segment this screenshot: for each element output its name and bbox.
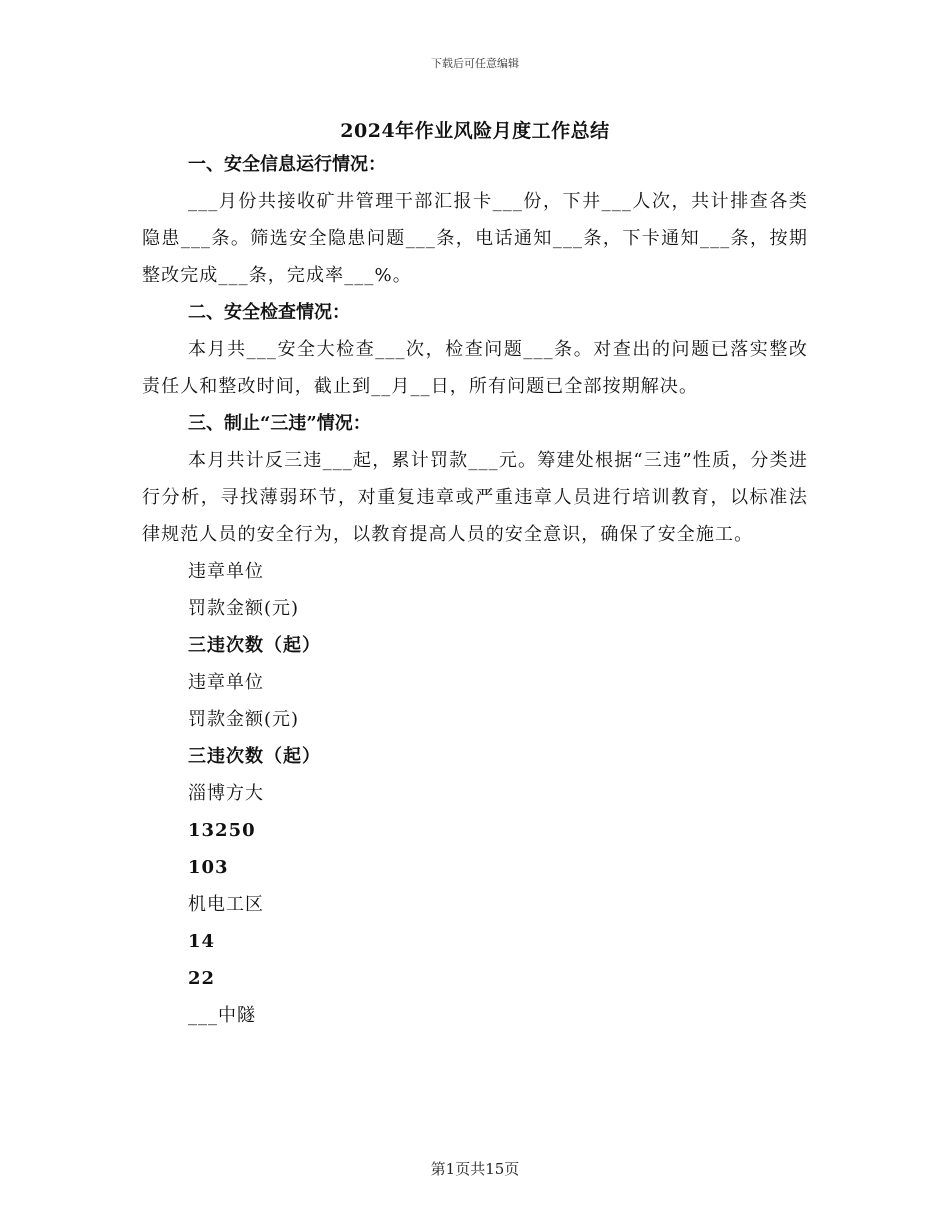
table-cell-unit: 淄博方大 <box>188 783 264 804</box>
table-cell-fine: 13250 <box>188 820 256 841</box>
section1-heading: 一、安全信息运行情况： <box>188 154 386 175</box>
section3-paragraph: 本月共计反三违___起，累计罚款___元。筹建处根据“三违”性质，分类进行分析，寻找薄弱环节，对重复违章或严重违章人员进行培训教育，以标准法律规范人员的安全行为，以教育提高人员的安全意识，确保了安全施工。 <box>142 450 808 545</box>
table-cell-unit-header: 违章单位 <box>188 561 264 582</box>
table-cell-count-header: 三违次数（起） <box>188 746 321 767</box>
table-cell-count: 103 <box>188 857 229 878</box>
table-cell-count-header: 三违次数（起） <box>188 635 321 656</box>
table-cell-unit-header: 违章单位 <box>188 672 264 693</box>
section2-heading: 二、安全检查情况： <box>188 302 350 323</box>
table-cell-fine: 14 <box>188 931 216 952</box>
section3-heading: 三、制止“三违”情况： <box>188 413 371 434</box>
document-title: 2024年作业风险月度工作总结 <box>340 120 610 142</box>
table-cell-fine-header: 罚款金额(元) <box>188 598 300 619</box>
page-footer: 第1页共15页 <box>430 1160 520 1178</box>
section2-paragraph: 本月共___安全大检查___次，检查问题___条。对查出的问题已落实整改责任人和整改时间，截止到__月__日，所有问题已全部按期解决。 <box>142 339 808 397</box>
section1-paragraph: ___月份共接收矿井管理干部汇报卡___份，下井___人次，共计排查各类隐患___条。筛选安全隐患问题___条，电话通知___条，下卡通知___条，按期整改完成___条，完成率___%。 <box>142 191 808 286</box>
table-cell-fine-header: 罚款金额(元) <box>188 709 300 730</box>
table-cell-unit: 机电工区 <box>188 894 264 915</box>
document-body <box>142 146 808 1034</box>
table-cell-unit: ___中隧 <box>188 1005 256 1026</box>
table-cell-count: 22 <box>188 968 216 989</box>
header-note: 下载后可任意编辑 <box>431 57 519 70</box>
